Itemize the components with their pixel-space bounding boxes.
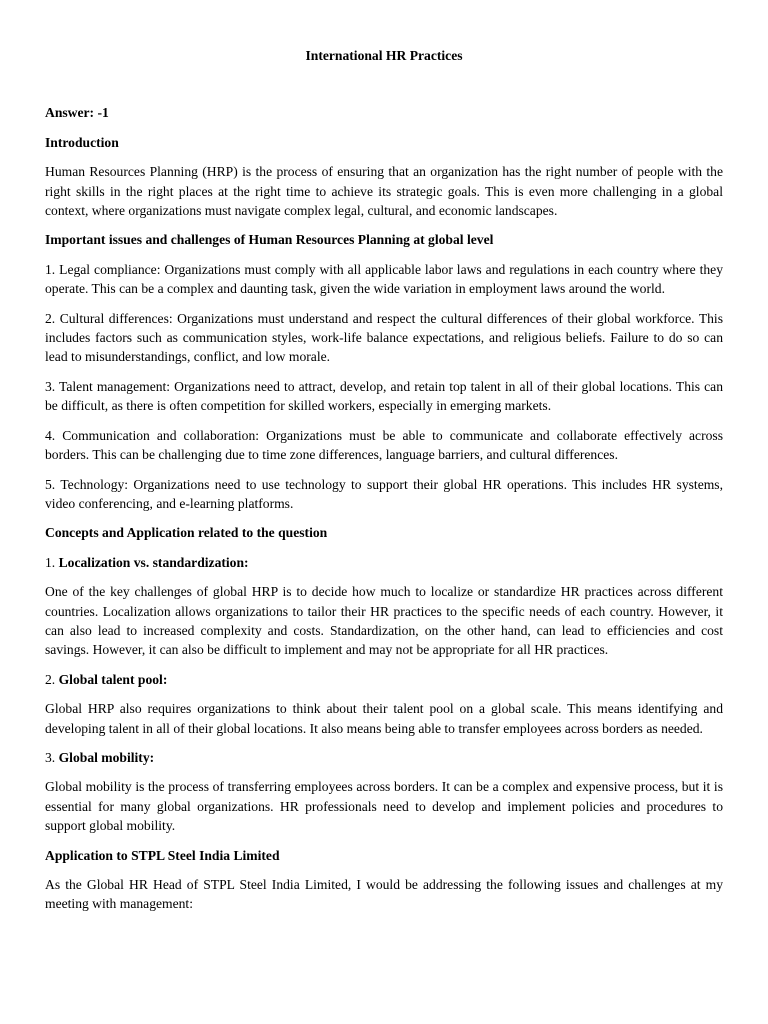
issues-heading: Important issues and challenges of Human Resources Planning at global level: [45, 232, 494, 248]
concept-number: 1.: [45, 554, 56, 570]
intro-paragraph: Human Resources Planning (HRP) is the process of ensuring that an organization has the right number of people with the right skills in the right places at the right time to achieve its strategic goals. This is even more challenging in a global context, where organizations must navigate complex legal, cultural, and economic landscapes.: [45, 164, 723, 219]
answer-label: Answer: -1: [45, 105, 109, 121]
document-page: [45, 46, 723, 924]
issue-item-cultural: 2. Cultural differences: Organizations must understand and respect the cultural differences of their global workforce. This includes factors such as communication styles, work-life balance expectations, and religious beliefs. Failure to do so can lead to misunderstandings, conflict, and low morale.: [45, 310, 723, 365]
application-paragraph: As the Global HR Head of STPL Steel India Limited, I would be addressing the following issues and challenges at my meeting with management:: [45, 877, 723, 912]
concept-talent-pool-heading: [45, 670, 723, 689]
concept-mobility-heading: [45, 748, 723, 767]
concept-number: 2.: [45, 671, 56, 687]
concept-mobility-text: Global mobility is the process of transferring employees across borders. It can be a complex and expensive process, but it is essential for many global organizations. HR professionals need to develop and implement policies and procedures to support global mobility.: [45, 779, 723, 834]
concept-title: Global mobility:: [58, 749, 155, 765]
application-heading: Application to STPL Steel India Limited: [45, 847, 280, 863]
issue-item-technology: 5. Technology: Organizations need to use technology to support their global HR operations. This includes HR systems, video conferencing, and e-learning platforms.: [45, 476, 723, 511]
intro-heading: Introduction: [45, 134, 119, 150]
concept-number: 3.: [45, 749, 56, 765]
concept-title: Global talent pool:: [58, 671, 168, 687]
concept-localization-heading: [45, 553, 723, 572]
issue-item-legal: 1. Legal compliance: Organizations must comply with all applicable labor laws and regulations in each country where they operate. This can be a complex and daunting task, given the wide variation in employment laws around the world.: [45, 261, 723, 297]
document-title: International HR Practices: [305, 48, 463, 63]
concept-localization-text: One of the key challenges of global HRP is to decide how much to localize or standardize HR practices across different countries. Localization allows organizations to tailor their HR practices to the specific needs of each country. However, it can also lead to increased complexity and costs. Standardization, on the other hand, can lead to efficiencies and cost savings. However, it can also be difficult to implement and may not be appropriate for all HR practices.: [45, 584, 723, 658]
concepts-heading: Concepts and Application related to the question: [45, 525, 328, 541]
concept-talent-pool-text: Global HRP also requires organizations to think about their talent pool on a global scale. This means identifying and developing talent in all of their global locations. It also means being able to transfer employees across borders as needed.: [45, 701, 723, 736]
issue-item-talent: 3. Talent management: Organizations need to attract, develop, and retain top talent in all of their global locations. This can be difficult, as there is often competition for skilled workers, especially in emerging markets.: [45, 378, 723, 414]
concept-title: Localization vs. standardization:: [58, 554, 249, 570]
issue-item-communication: 4. Communication and collaboration: Organizations must be able to communicate and collaborate effectively across borders. This can be challenging due to time zone differences, language barriers, and cultural differences.: [45, 427, 723, 463]
